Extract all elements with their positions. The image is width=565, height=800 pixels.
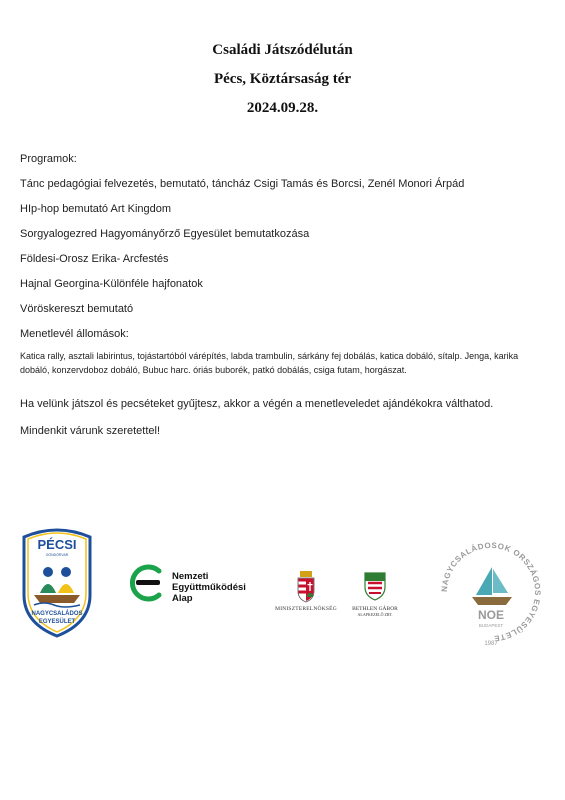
program-item: Hajnal Georgina-Különféle hajfonatok bbox=[20, 278, 203, 290]
noe-logo bbox=[436, 537, 546, 647]
nea-line3: Alap bbox=[172, 593, 193, 604]
program-section bbox=[20, 152, 550, 441]
sponsor-logos bbox=[0, 515, 565, 655]
event-date: 2024.09.28. bbox=[246, 100, 319, 116]
noe-abbr: NOE bbox=[477, 608, 505, 622]
noe-ring-text: NAGYCSALÁDOSOK ORSZÁGOS EGYESÜLETE bbox=[439, 540, 543, 643]
collect-stamps-note: Ha velünk játszol és pecséteket gyűjtesz, akkor a végén a menetleveledet ajándékokra válthatod. bbox=[20, 398, 494, 410]
stations-list: Katica rally, asztali labirintus, tojástartóból várépítés, labda trambulin, sárkány fej dobálás, katica dobáló, sítalp. Jenga, karika dobáló, konzervdoboz dobáló, Bubuc harc. óriás buborék, patkó dobálás, csiga futam, horgászat. bbox=[20, 351, 519, 375]
event-header bbox=[0, 36, 565, 123]
nea-line1: Nemzeti bbox=[172, 571, 209, 582]
pecsi-logo-line2: EGYESÜLET bbox=[38, 619, 76, 625]
stations-heading: Menetlevél állomások: bbox=[20, 328, 129, 340]
program-item: HIp-hop bemutató Art Kingdom bbox=[20, 203, 172, 215]
pecsi-logo-sub: GÖNDÖRVAR bbox=[45, 553, 69, 557]
nea-logo-text bbox=[172, 571, 246, 604]
noe-year: 1987 bbox=[484, 641, 498, 647]
nea-line2: Együttműködési bbox=[172, 582, 246, 593]
program-item: Földesi-Orosz Erika- Arcfestés bbox=[20, 253, 169, 265]
bethlen-line2: ALAPKEZELŐ ZRT. bbox=[357, 612, 393, 617]
closing-line: Mindenkit várunk szeretettel! bbox=[20, 425, 161, 437]
bethlen-shield-icon bbox=[363, 571, 387, 601]
miniszterelnokseg-logo bbox=[266, 571, 346, 621]
bethlen-label bbox=[350, 606, 400, 618]
event-location: Pécs, Köztársaság tér bbox=[213, 71, 352, 87]
noe-city: BUDAPEST bbox=[478, 623, 504, 628]
ministry-label: MINISZTERELNÖKSÉG bbox=[275, 606, 337, 612]
pecsi-logo-line1: NAGYCSALÁDOS bbox=[31, 611, 83, 617]
pecsi-nagycsaladosok-logo bbox=[20, 523, 94, 638]
program-item: Tánc pedagógiai felvezetés, bemutató, táncház Csigi Tamás és Borcsi, Zenél Monori Árpád bbox=[20, 178, 465, 190]
event-title: Családi Játszódélután bbox=[212, 42, 353, 58]
hungarian-coat-of-arms-icon bbox=[296, 571, 316, 603]
pecsi-logo-title: PÉCSI bbox=[37, 537, 77, 552]
bethlen-line1: BETHLEN GÁBOR bbox=[352, 606, 398, 612]
program-item: Sorgyalogezred Hagyományőrző Egyesület bemutatkozása bbox=[20, 228, 310, 240]
program-heading: Programok: bbox=[20, 153, 77, 165]
nemzeti-egyuttmukodesi-alap-logo bbox=[126, 560, 258, 610]
bethlen-gabor-alapkezelo-logo bbox=[350, 571, 400, 621]
program-item: Vöröskereszt bemutató bbox=[20, 303, 134, 315]
